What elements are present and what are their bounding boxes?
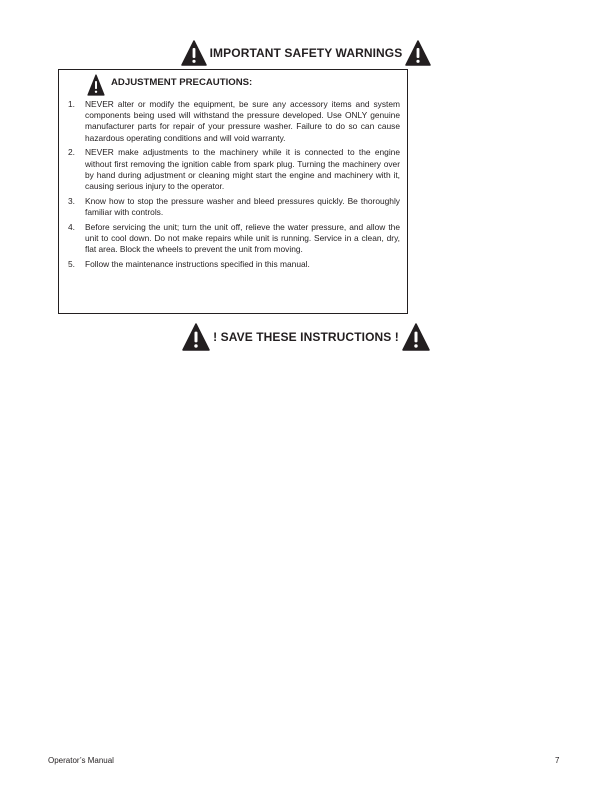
- adjustment-precautions-box: [58, 69, 408, 314]
- warning-triangle-icon: [181, 40, 207, 66]
- item-text: Know how to stop the pressure washer and bleed pressures quickly. Be thoroughly familiar with controls.: [85, 195, 400, 217]
- save-instructions-heading: [0, 322, 612, 352]
- list-item: [68, 99, 400, 144]
- footer-manual-title: Operator’s Manual: [48, 756, 114, 765]
- warning-triangle-icon: [87, 74, 105, 96]
- list-item: [68, 222, 400, 256]
- list-item: [68, 259, 400, 270]
- page-title: IMPORTANT SAFETY WARNINGS: [209, 46, 403, 60]
- warning-triangle-icon: [405, 40, 431, 66]
- closing-title: ! SAVE THESE INSTRUCTIONS !: [213, 330, 399, 344]
- item-number: 5.: [68, 258, 75, 269]
- item-text: NEVER alter or modify the equipment, be sure any accessory items and system components being used will withstand the pressure developed. Use ONLY genuine manufacturer parts for repair of your pressure washer. Failure to do so can cause hazardous operating conditions and will void warranty.: [85, 99, 400, 143]
- page-number: 7: [555, 756, 560, 765]
- safety-warnings-heading: [0, 39, 612, 67]
- item-text: Before servicing the unit; turn the unit off, relieve the water pressure, and allow the unit to cool down. Do not make repairs while unit is running. Service in a clean, dry, flat area. Block the wheels to prevent the unit from moving.: [85, 221, 400, 254]
- warning-triangle-icon: [402, 323, 430, 351]
- item-number: 4.: [68, 221, 75, 232]
- item-text: NEVER make adjustments to the machinery while it is connected to the engine without first removing the ignition cable from spark plug. Turning the machinery over by hand during adjustment or cleaning might start the engine and machinery with it, causing serious injury to the operator.: [85, 147, 400, 191]
- item-number: 1.: [68, 99, 75, 109]
- warning-triangle-icon: [182, 323, 210, 351]
- list-item: [68, 196, 400, 218]
- item-number: 3.: [68, 195, 75, 206]
- item-number: 2.: [68, 147, 75, 158]
- precautions-heading: ADJUSTMENT PRECAUTIONS:: [111, 76, 253, 88]
- item-text: Follow the maintenance instructions specified in this manual.: [85, 258, 310, 269]
- precautions-list: [68, 99, 400, 273]
- list-item: [68, 147, 400, 192]
- precautions-header: [87, 73, 252, 97]
